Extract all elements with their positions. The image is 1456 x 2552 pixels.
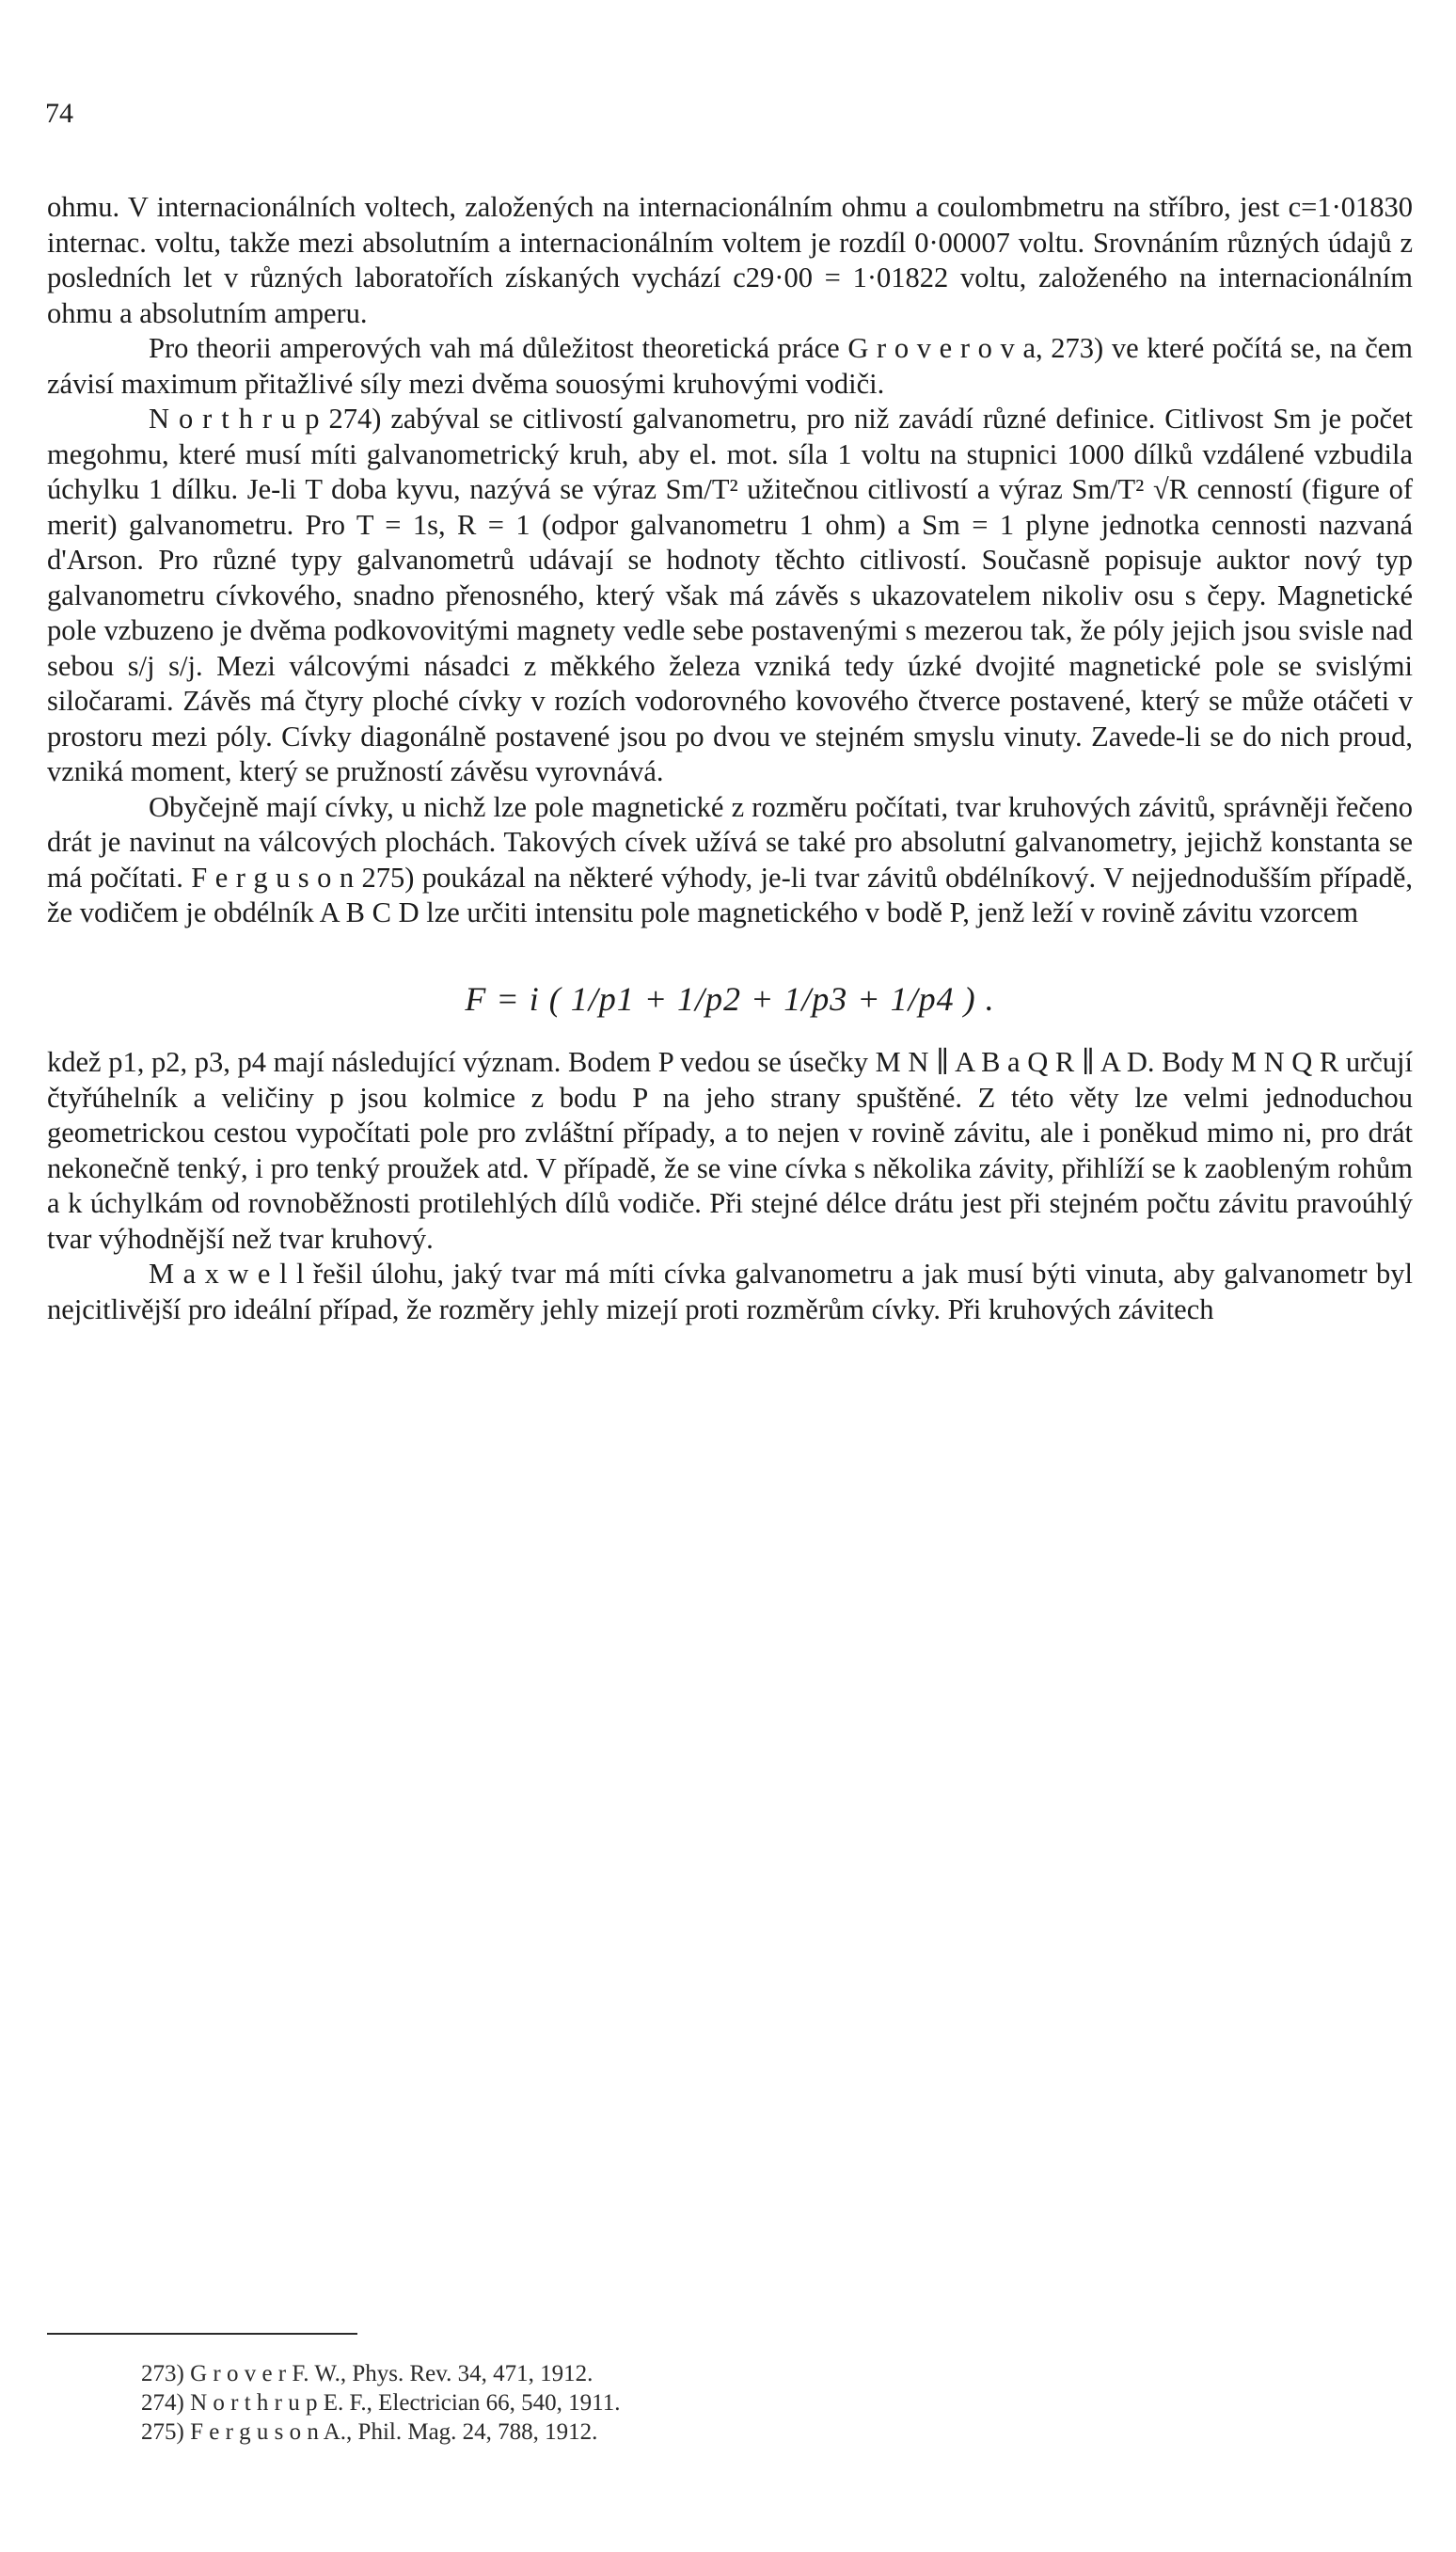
footnote: 274) N o r t h r u p E. F., Electrician 66, 540, 1911.	[141, 2390, 621, 2416]
paragraph: M a x w e l l řešil úlohu, jaký tvar má míti cívka galvanometru a jak musí býti vinuta, aby galvanometr byl nejcitlivější pro ideální případ, že rozměry jehly mizejí proti rozměrům cívky. Při kruhových závitech	[47, 1258, 1413, 1325]
formula: F = i ( 1/p1 + 1/p2 + 1/p3 + 1/p4 ) .	[465, 979, 995, 1018]
paragraph: N o r t h r u p 274) zabýval se citlivostí galvanometru, pro niž zavádí různé definice. Citlivost Sm je počet megohmu, které musí míti galvanometrický kruh, aby el. mot. síla 1 voltu na stupnici 1000 dílků vzdálené vzbudila úchylku 1 dílku. Je-li T doba kyvu, nazývá se výraz Sm/T² užitečnou citlivostí a výraz Sm/T² √R cenností (figure of merit) galvanometru. Pro T = 1s, R = 1 (odpor galvanometru 1 ohm) a Sm = 1 plyne jednotka cennosti nazvaná d'Arson. Pro různé typy galvanometrů udávají se hodnoty těchto citlivostí. Současně popisuje auktor nový typ galvanometru cívkového, snadno přenosného, který však má závěs s ukazovatelem nikoliv osu s čepy. Magnetické pole vzbuzeno je dvěma podkovovitými magnety vedle sebe postavenými s mezerou tak, že póly jejich jsou svisle nad sebou s/j s/j. Mezi válcovými násadci z měkkého železa vzniká tedy úzké dvojité magnetické pole se svislými siločarami. Závěs má čtyry ploché cívky v rozích vodorovného kovového čtverce postavené, který se může otáčeti v prostoru mezi póly. Cívky diagonálně postavené jsou po dvou ve stejném smyslu vinuty. Zavede-li se do nich proud, vzniká moment, který se pružností závěsu vyrovnává.	[47, 403, 1413, 787]
paragraph: Obyčejně mají cívky, u nichž lze pole magnetické z rozměru počítati, tvar kruhových závitů, správněji řečeno drát je navinut na válcových plochách. Takových cívek užívá se také pro absolutní galvanometry, jejichž konstanta se má počítati. F e r g u s o n 275) poukázal na některé výhody, je-li tvar závitů obdélníkový. V nejjednodušším případě, že vodičem je obdélník A B C D lze určiti intensitu pole magnetického v bodě P, jenž leží v rovině závitu vzorcem	[47, 790, 1413, 928]
page-number: 74	[45, 98, 73, 129]
footnote-rule	[47, 2333, 357, 2335]
paragraph: Pro theorii amperových vah má důležitost theoretická práce G r o v e r o v a, 273) ve které počítá se, na čem závisí maximum přitažlivé síly mezi dvěma souosými kruhovými vodiči.	[47, 332, 1413, 400]
main-text	[47, 190, 1413, 1327]
footnotes	[141, 2359, 1364, 2447]
paragraph: kdež p1, p2, p3, p4 mají následující význam. Bodem P vedou se úsečky M N ∥ A B a Q R ∥ A D. Body M N Q R určují čtyřúhelník a veličiny p jsou kolmice z bodu P na jeho strany spuštěné. Z této věty lze velmi jednoduchou geometrickou cestou vypočítati pole pro zvláštní případy, a to nejen v rovině závitu, ale i poněkud mimo ni, pro drát nekonečně tenký, i pro tenký proužek atd. V případě, že se vine cívka s několika závity, přihlíží se k zaobleným rohům a k úchylkám od rovnoběžnosti protilehlých dílů vodiče. Při stejné délce drátu jest při stejném počtu závitu pravoúhlý tvar výhodnější než tvar kruhový.	[47, 1046, 1413, 1255]
paragraph: ohmu. V internacionálních voltech, založených na internacionálním ohmu a coulombmetru na stříbro, jest c=1·01830 internac. voltu, takže mezi absolutním a internacionálním voltem je rozdíl 0·00007 voltu. Srovnáním různých údajů z posledních let v různých laboratořích získaných vychází c29·00 = 1·01822 voltu, založeného na internacionálním ohmu a absolutním amperu.	[47, 191, 1413, 329]
footnote: 273) G r o v e r F. W., Phys. Rev. 34, 471, 1912.	[141, 2361, 593, 2386]
footnote: 275) F e r g u s o n A., Phil. Mag. 24, 788, 1912.	[141, 2419, 598, 2445]
